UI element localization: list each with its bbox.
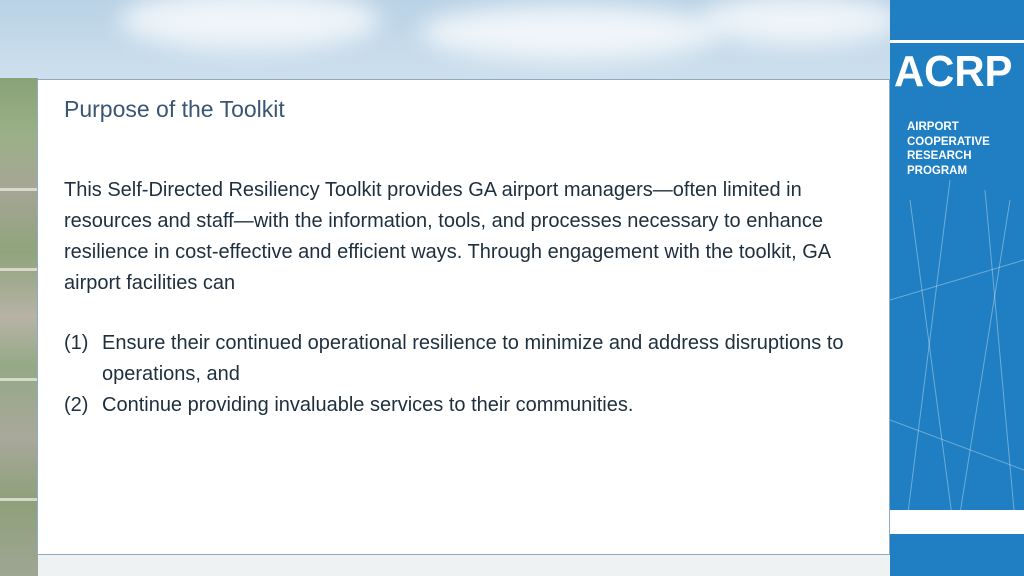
list-item-text: Continue providing invaluable services to their communities. [102,394,634,416]
runway-marking [0,268,38,271]
intro-paragraph: This Self-Directed Resiliency Toolkit provides GA airport managers—often limited in resources and staff—with the information, tools, and processes necessary to enhance resilience in cost-effective and efficient ways. Through engagement with the toolkit, GA airport facilities can [64,179,830,294]
sidebar-footer-block [890,534,1024,576]
list-item-text: Ensure their continued operational resilience to minimize and address disruptions to operations, and [102,332,844,385]
org-line: RESEARCH [907,150,972,162]
acrp-logo: ACRP [894,47,1013,96]
outcomes-list [64,328,864,421]
list-item [64,328,864,390]
list-marker: (1) [64,332,89,354]
content-panel [37,79,890,555]
sidebar-stripe [890,510,1024,534]
acrp-sidebar [890,0,1024,576]
org-line: AIRPORT [907,121,959,133]
list-marker: (2) [64,394,89,416]
list-item [64,390,864,421]
org-line: PROGRAM [907,164,968,177]
runway-marking [0,188,38,191]
cloud [120,0,380,50]
airfield-background [0,78,38,576]
slide-title: Purpose of the Toolkit [64,96,285,122]
cloud [700,0,900,45]
org-line: COOPERATIVE [907,135,990,148]
runway-marking [0,498,38,501]
org-name [907,120,990,178]
cloud [420,5,720,60]
sidebar-stripe [890,40,1024,43]
runway-marking [0,378,38,381]
